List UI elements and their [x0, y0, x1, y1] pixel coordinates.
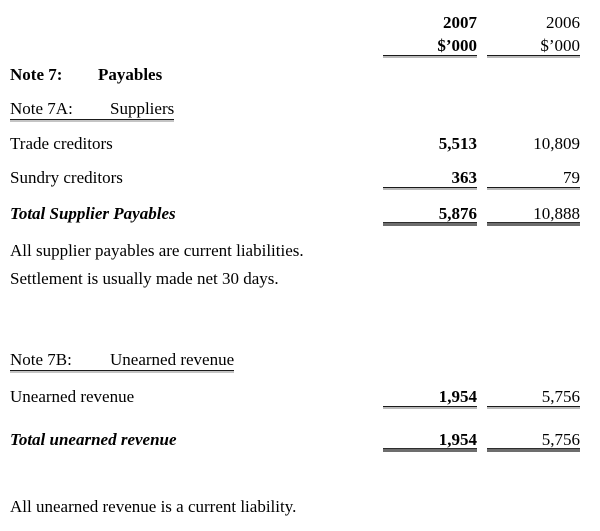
row-label: Sundry creditors	[10, 168, 123, 187]
note7b-heading	[10, 350, 580, 371]
note7b-label: Note 7B:	[10, 350, 72, 369]
value-2006: 5,756	[487, 387, 580, 407]
table-row-total-unearned-revenue	[10, 430, 580, 452]
table-row-unearned-revenue	[10, 387, 580, 407]
total-value-2006: 5,756	[487, 430, 580, 452]
supplier-note-line-2: Settlement is usually made net 30 days.	[10, 269, 279, 288]
row-label: Unearned revenue	[10, 387, 135, 406]
value-2007: 1,954	[383, 387, 477, 407]
total-value-2007: 1,954	[383, 430, 477, 452]
note7a-heading	[10, 99, 580, 120]
column-header-units-2006: $’000	[487, 36, 580, 56]
unearned-note-line-1: All unearned revenue is a current liability.	[10, 497, 297, 516]
note7-label: Note 7:	[10, 65, 63, 84]
note7-title: Payables	[98, 65, 163, 84]
table-row-sundry-creditors	[10, 168, 580, 188]
note7b-title: Unearned revenue	[110, 350, 235, 369]
value-2007: 5,513	[438, 134, 477, 153]
total-row-label: Total Supplier Payables	[10, 204, 176, 223]
units-header-row	[10, 36, 580, 56]
total-value-2007: 5,876	[383, 204, 477, 226]
supplier-note-line-1: All supplier payables are current liabilities.	[10, 241, 304, 260]
column-header-units-2007: $’000	[383, 36, 477, 56]
table-row-total-supplier-payables	[10, 204, 580, 226]
note7a-label: Note 7A:	[10, 99, 73, 118]
note7a-title: Suppliers	[110, 99, 175, 118]
year-header-row	[10, 13, 580, 32]
value-2006: 79	[487, 168, 580, 188]
row-label: Trade creditors	[10, 134, 113, 153]
note7-heading	[10, 65, 580, 84]
value-2006: 10,809	[533, 134, 580, 153]
table-row-trade-creditors	[10, 134, 580, 153]
column-header-year-2006: 2006	[546, 13, 580, 32]
total-row-label: Total unearned revenue	[10, 430, 177, 449]
value-2007: 363	[383, 168, 477, 188]
column-header-year-2007: 2007	[443, 13, 477, 32]
total-value-2006: 10,888	[487, 204, 580, 226]
